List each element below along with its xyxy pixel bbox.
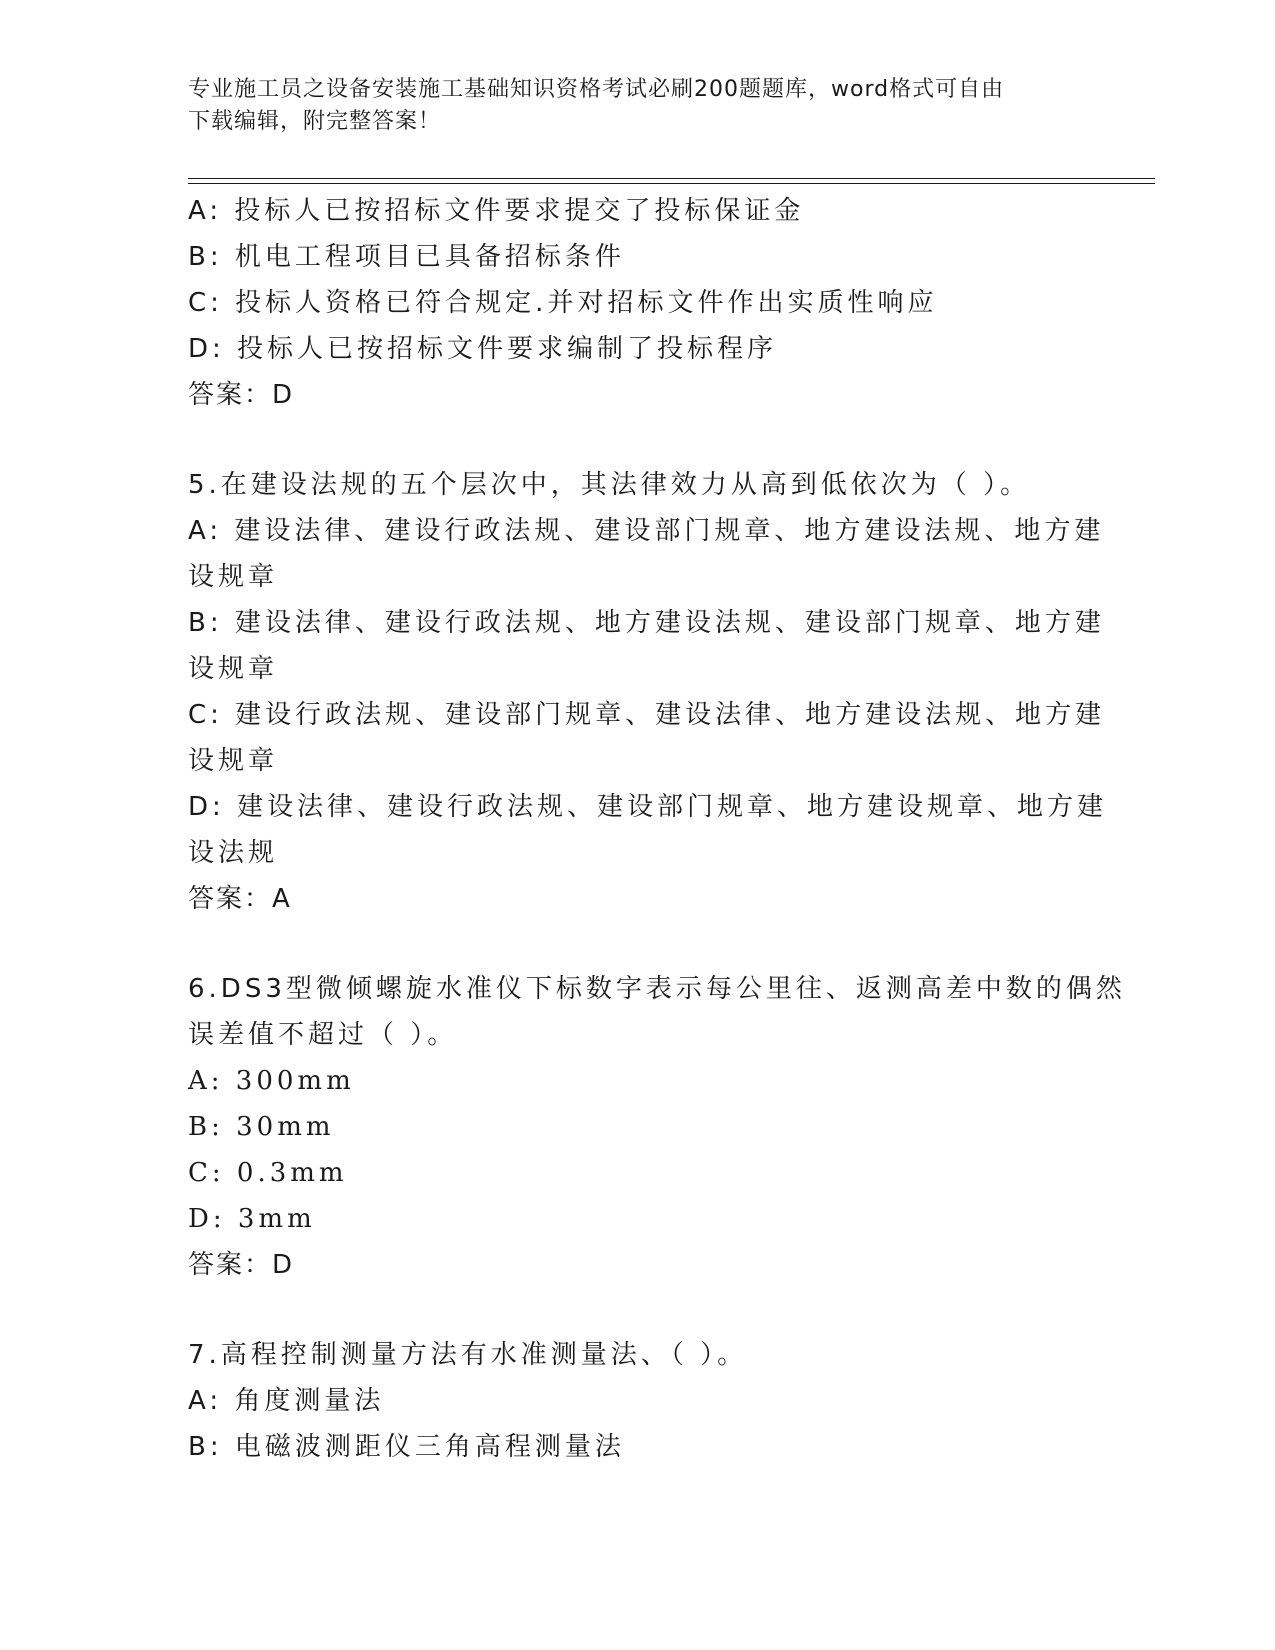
option-a: A: 300mm [188, 1066, 355, 1096]
header-line-2: 下载编辑，附完整答案！ [188, 109, 442, 134]
option-d-continued: 设法规 [188, 838, 279, 868]
header-divider-bottom [188, 183, 1155, 184]
question-list [188, 188, 1126, 1470]
document-header [188, 74, 1068, 138]
option-a: A: 投标人已按招标文件要求提交了投标保证金 [188, 196, 805, 226]
question-6 [188, 966, 1126, 1288]
option-b: B: 机电工程项目已具备招标条件 [188, 242, 625, 272]
option-a: A: 角度测量法 [188, 1386, 385, 1416]
question-text: 6.DS3型微倾螺旋水准仪下标数字表示每公里往、返测高差中数的偶然 [188, 974, 1126, 1004]
option-d: D: 建设法律、建设行政法规、建设部门规章、地方建设规章、地方建 [188, 792, 1108, 822]
option-b: B: 建设法律、建设行政法规、地方建设法规、建设部门规章、地方建 [188, 608, 1105, 638]
option-a: A: 建设法律、建设行政法规、建设部门规章、地方建设法规、地方建 [188, 516, 1105, 546]
option-a-continued: 设规章 [188, 562, 279, 592]
option-b: B: 30mm [188, 1112, 335, 1142]
option-c: C: 建设行政法规、建设部门规章、建设法律、地方建设法规、地方建 [188, 700, 1106, 730]
question-5 [188, 462, 1108, 922]
option-c: C: 投标人资格已符合规定.并对招标文件作出实质性响应 [188, 288, 938, 318]
question-text: 7.高程控制测量方法有水准测量法、（ ）。 [188, 1340, 748, 1370]
option-c: C: 0.3mm [188, 1158, 348, 1188]
option-d: D: 投标人已按招标文件要求编制了投标程序 [188, 334, 778, 364]
header-divider-top [188, 178, 1155, 179]
option-d: D: 3mm [188, 1204, 316, 1234]
option-b-continued: 设规章 [188, 654, 279, 684]
answer: 答案：D [188, 380, 295, 410]
answer: 答案：D [188, 1250, 295, 1280]
question-4 [188, 188, 1088, 418]
option-b: B: 电磁波测距仪三角高程测量法 [188, 1432, 625, 1462]
question-text-continued: 误差值不超过（ ）。 [188, 1020, 458, 1050]
question-7 [188, 1332, 1088, 1470]
question-text: 5.在建设法规的五个层次中，其法律效力从高到低依次为（ ）。 [188, 470, 1031, 500]
answer: 答案：A [188, 884, 292, 914]
header-line-1: 专业施工员之设备安装施工基础知识资格考试必刷200题题库，word格式可自由 [188, 77, 1005, 102]
option-c-continued: 设规章 [188, 746, 279, 776]
